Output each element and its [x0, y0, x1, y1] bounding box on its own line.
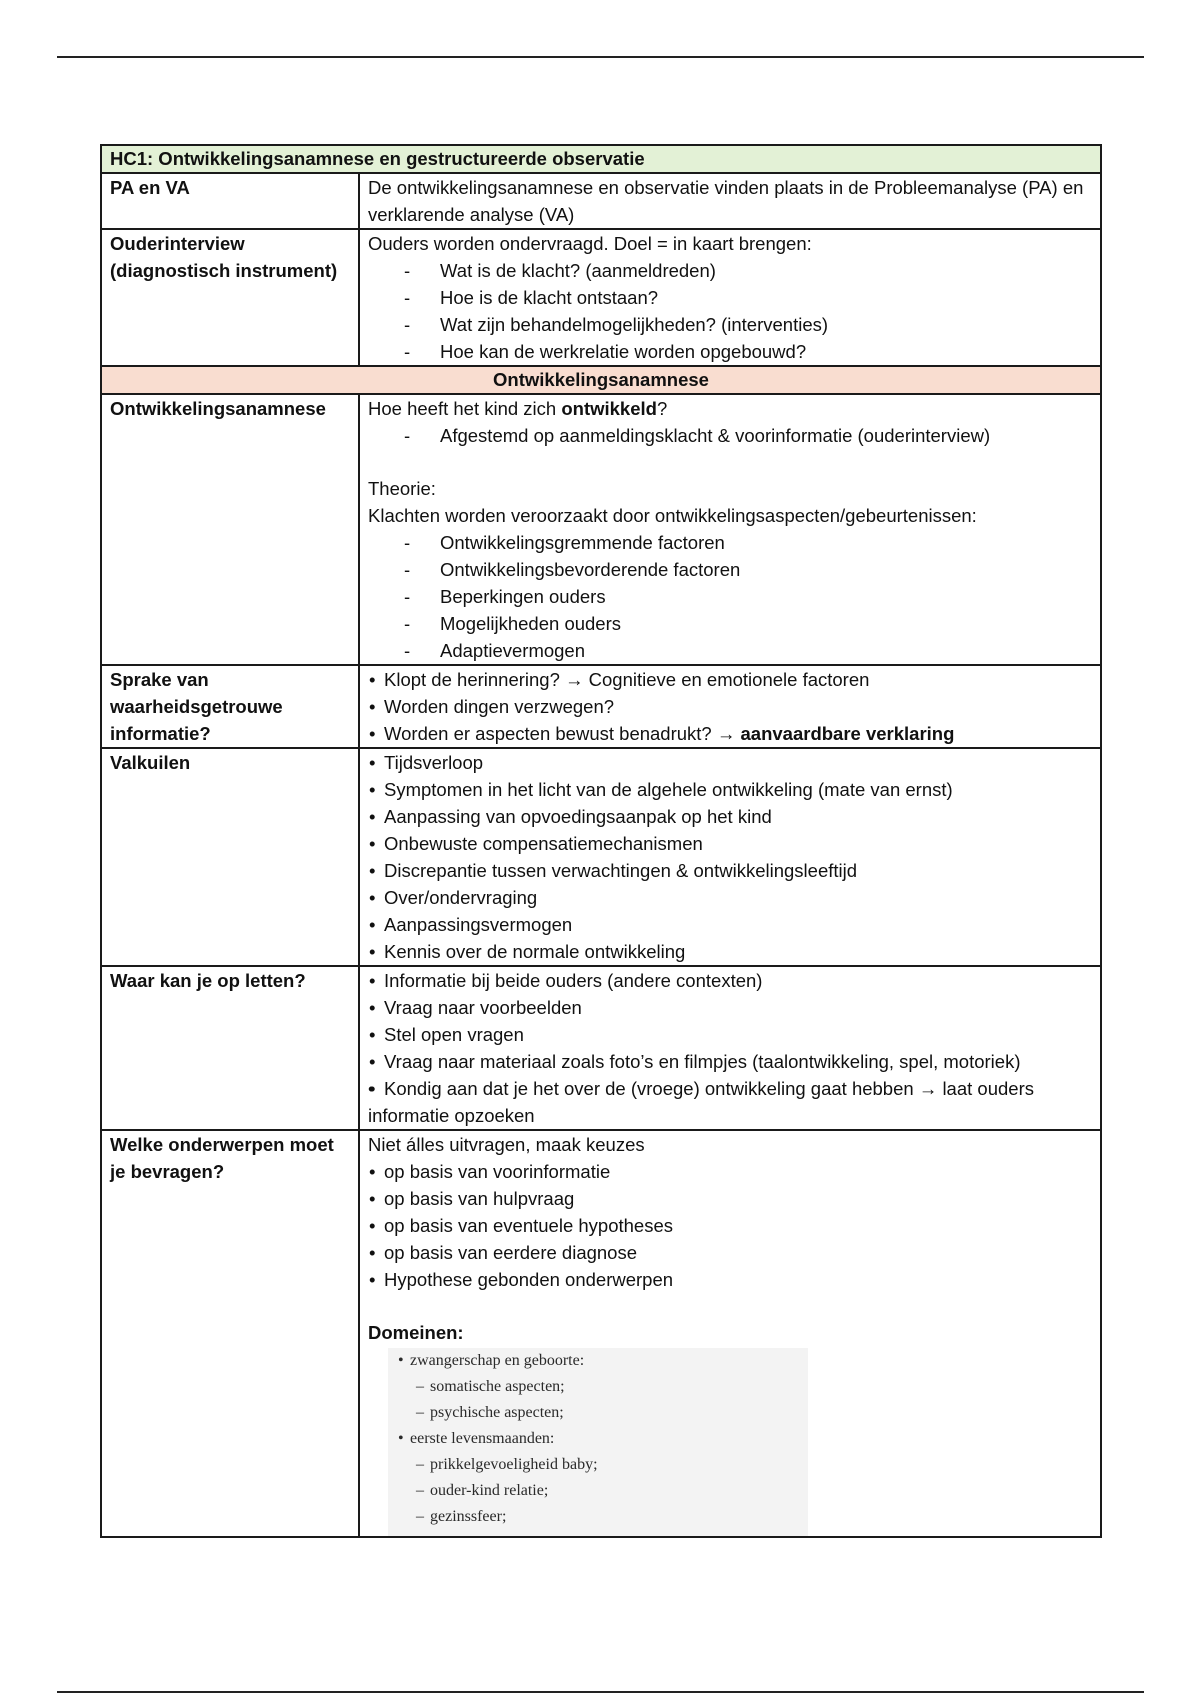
row-content-ontwikkelingsanamnese	[359, 394, 1101, 665]
row-content-valkuilen	[359, 748, 1101, 966]
list-item: - Beperkingen ouders	[368, 583, 1092, 610]
ontwikkeling-sub-list	[368, 422, 1092, 449]
list-item: • Klopt de herinnering? → Cognitieve en emotionele factoren	[368, 666, 1092, 693]
list-item: - Adaptievermogen	[368, 637, 1092, 664]
row-label-ontwikkelingsanamnese: Ontwikkelingsanamnese	[101, 394, 359, 665]
row-label-onderwerpen: Welke onderwerpen moet je bevragen?	[101, 1130, 359, 1537]
notes-table	[100, 144, 1102, 1538]
list-item: • Vraag naar materiaal zoals foto’s en filmpjes (taalontwikkeling, spel, motoriek)	[368, 1048, 1092, 1075]
bottom-rule	[57, 1691, 1144, 1693]
list-item: • Tijdsverloop	[368, 749, 1092, 776]
onderwerpen-intro: Niet álles uitvragen, maak keuzes	[368, 1134, 645, 1155]
list-item: - Afgestemd op aanmeldingsklacht & voorinformatie (ouderinterview)	[368, 422, 1092, 449]
theorie-label: Theorie:	[368, 478, 436, 499]
onderwerpen-list	[368, 1158, 1092, 1293]
row-content-ouderinterview	[359, 229, 1101, 366]
ontwikkeling-question: Hoe heeft het kind zich ontwikkeld?	[368, 398, 668, 419]
list-item: • Onbewuste compensatiemechanismen	[368, 830, 1092, 857]
list-item: • Worden dingen verzwegen?	[368, 693, 1092, 720]
list-item: • Hypothese gebonden onderwerpen	[368, 1266, 1092, 1293]
list-item: - Hoe is de klacht ontstaan?	[368, 284, 1092, 311]
ouderinterview-list	[368, 257, 1092, 365]
domeinen-heading: Domeinen:	[368, 1322, 464, 1343]
table-row	[101, 966, 1101, 1130]
table-row	[101, 748, 1101, 966]
list-item: • Informatie bij beide ouders (andere contexten)	[368, 967, 1092, 994]
row-label-valkuilen: Valkuilen	[101, 748, 359, 966]
list-item: - Wat zijn behandelmogelijkheden? (interventies)	[368, 311, 1092, 338]
list-item: - Wat is de klacht? (aanmeldreden)	[368, 257, 1092, 284]
list-item: • • Kondig aan dat je het over de (vroege) ontwikkeling gaat hebben → laat ouders informatie opzoeken	[368, 1075, 1092, 1129]
domeinen-scan-image: • zwangerschap en geboorte: – somatische aspecten; – psychische aspecten; • eerste levensmaanden: – prikkelgevoeligheid baby; – ouder-kind relatie; – gezinssfeer;	[388, 1348, 808, 1536]
list-item: • Vraag naar voorbeelden	[368, 994, 1092, 1021]
row-label-letten: Waar kan je op letten?	[101, 966, 359, 1130]
letten-list	[368, 967, 1092, 1129]
list-item: • op basis van voorinformatie	[368, 1158, 1092, 1185]
valkuilen-list	[368, 749, 1092, 965]
list-item: • op basis van eventuele hypotheses	[368, 1212, 1092, 1239]
section-header-row	[101, 366, 1101, 394]
list-item: • op basis van hulpvraag	[368, 1185, 1092, 1212]
row-content-onderwerpen	[359, 1130, 1101, 1537]
row-text-pa-va: De ontwikkelingsanamnese en observatie vinden plaats in de Probleemanalyse (PA) en verklarende analyse (VA)	[359, 173, 1101, 229]
row-label-waarheid: Sprake van waarheidsgetrouwe informatie?	[101, 665, 359, 748]
table-row	[101, 1130, 1101, 1537]
list-item: - Mogelijkheden ouders	[368, 610, 1092, 637]
factoren-list	[368, 529, 1092, 664]
list-item: • Aanpassing van opvoedingsaanpak op het kind	[368, 803, 1092, 830]
header-title: HC1: Ontwikkelingsanamnese en gestructureerde observatie	[101, 145, 1101, 173]
list-item: • Discrepantie tussen verwachtingen & ontwikkelingsleeftijd	[368, 857, 1092, 884]
row-content-waarheid	[359, 665, 1101, 748]
table-header-row	[101, 145, 1101, 173]
list-item: • Symptomen in het licht van de algehele ontwikkeling (mate van ernst)	[368, 776, 1092, 803]
ouderinterview-intro: Ouders worden ondervraagd. Doel = in kaart brengen:	[368, 233, 812, 254]
klachten-text: Klachten worden veroorzaakt door ontwikkelingsaspecten/gebeurtenissen:	[368, 505, 977, 526]
table-row	[101, 173, 1101, 229]
list-item: • Worden er aspecten bewust benadrukt? → aanvaardbare verklaring	[368, 720, 1092, 747]
row-content-letten	[359, 966, 1101, 1130]
list-item: • Aanpassingsvermogen	[368, 911, 1092, 938]
list-item: - Hoe kan de werkrelatie worden opgebouwd?	[368, 338, 1092, 365]
table-row	[101, 394, 1101, 665]
list-item: • Stel open vragen	[368, 1021, 1092, 1048]
table-row	[101, 665, 1101, 748]
list-item: - Ontwikkelingsbevorderende factoren	[368, 556, 1092, 583]
table-row	[101, 229, 1101, 366]
list-item: • op basis van eerdere diagnose	[368, 1239, 1092, 1266]
list-item: • Kennis over de normale ontwikkeling	[368, 938, 1092, 965]
row-label-pa-va: PA en VA	[101, 173, 359, 229]
section-title: Ontwikkelingsanamnese	[101, 366, 1101, 394]
list-item: • Over/ondervraging	[368, 884, 1092, 911]
row-label-ouderinterview: Ouderinterview (diagnostisch instrument)	[101, 229, 359, 366]
waarheid-list	[368, 666, 1092, 747]
list-item: - Ontwikkelingsgremmende factoren	[368, 529, 1092, 556]
top-rule	[57, 56, 1144, 58]
